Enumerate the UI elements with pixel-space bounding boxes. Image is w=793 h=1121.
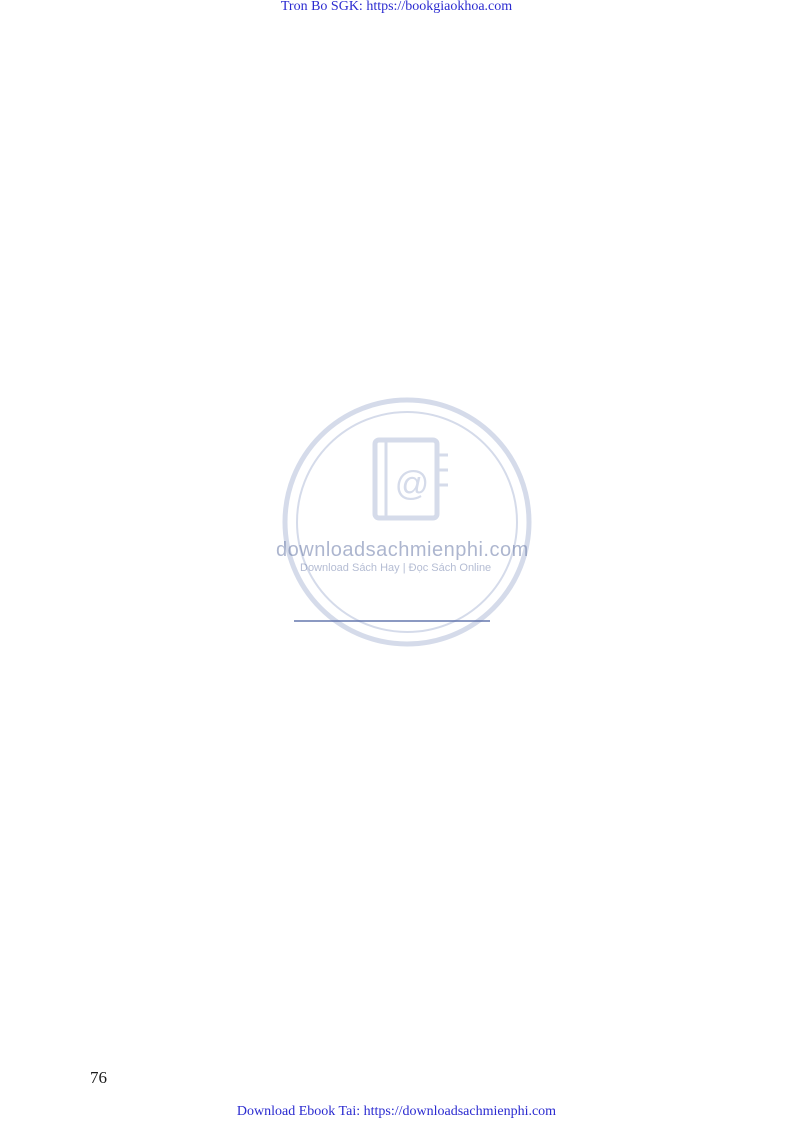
watermark-underline bbox=[294, 620, 490, 622]
watermark-tagline: Download Sách Hay | Đọc Sách Online bbox=[300, 562, 492, 574]
footer-download-link[interactable]: Download Ebook Tai: https://downloadsachmienphi.com bbox=[236, 1104, 557, 1119]
svg-text:@: @ bbox=[394, 465, 430, 503]
watermark-logo bbox=[280, 395, 535, 650]
header-source-link[interactable]: Tron Bo SGK: https://bookgiaokhoa.com bbox=[280, 0, 513, 14]
watermark-site-text: downloadsachmienphi.com bbox=[276, 539, 529, 561]
page-number: 76 bbox=[90, 1068, 107, 1087]
